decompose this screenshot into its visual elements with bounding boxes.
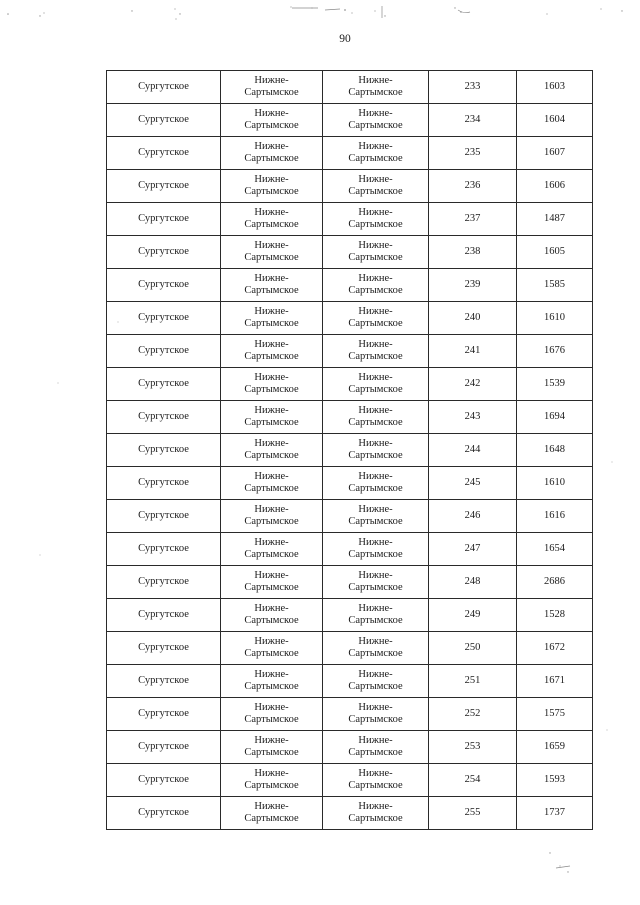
license-area-line-2: Сартымское [244, 186, 299, 197]
field-line-1: Нижне- [358, 504, 393, 515]
license-area-line-1: Нижне- [254, 438, 289, 449]
value-cell: 1607 [517, 137, 593, 170]
table-row [107, 698, 593, 731]
table-row [107, 302, 593, 335]
field-line-1: Нижне- [358, 273, 393, 284]
value-cell: 1610 [517, 302, 593, 335]
value-cell: 1610 [517, 467, 593, 500]
field-line-2: Сартымское [348, 318, 403, 329]
field-cell [323, 104, 429, 137]
field-cell [323, 533, 429, 566]
value-cell: 1676 [517, 335, 593, 368]
license-area-cell [221, 665, 323, 698]
table-row [107, 665, 593, 698]
license-area-cell [221, 203, 323, 236]
table-row [107, 170, 593, 203]
field-line-1: Нижне- [358, 669, 393, 680]
well-number-cell: 237 [429, 203, 517, 236]
field-line-1: Нижне- [358, 108, 393, 119]
license-area-line-2: Сартымское [244, 153, 299, 164]
field-cell [323, 71, 429, 104]
license-area-cell [221, 797, 323, 830]
license-area-line-1: Нижне- [254, 273, 289, 284]
field-cell [323, 797, 429, 830]
field-cell [323, 368, 429, 401]
deposit-cell: Сургутское [107, 599, 221, 632]
license-area-cell [221, 236, 323, 269]
well-number-cell: 242 [429, 368, 517, 401]
license-area-line-1: Нижне- [254, 636, 289, 647]
table-row [107, 467, 593, 500]
table-row [107, 566, 593, 599]
license-area-line-2: Сартымское [244, 120, 299, 131]
table-row [107, 797, 593, 830]
well-number-cell: 238 [429, 236, 517, 269]
table-row [107, 731, 593, 764]
field-line-2: Сартымское [348, 516, 403, 527]
license-area-line-1: Нижне- [254, 405, 289, 416]
field-line-2: Сартымское [348, 549, 403, 560]
table-row [107, 434, 593, 467]
value-cell: 1487 [517, 203, 593, 236]
field-line-1: Нижне- [358, 471, 393, 482]
well-number-cell: 253 [429, 731, 517, 764]
field-line-2: Сартымское [348, 780, 403, 791]
deposit-cell: Сургутское [107, 104, 221, 137]
table-row [107, 632, 593, 665]
license-area-line-1: Нижне- [254, 372, 289, 383]
field-line-1: Нижне- [358, 801, 393, 812]
license-area-cell [221, 302, 323, 335]
deposit-cell: Сургутское [107, 368, 221, 401]
field-line-2: Сартымское [348, 351, 403, 362]
value-cell: 1671 [517, 665, 593, 698]
value-cell: 1604 [517, 104, 593, 137]
license-area-cell [221, 764, 323, 797]
value-cell: 2686 [517, 566, 593, 599]
license-area-cell [221, 632, 323, 665]
field-line-1: Нижне- [358, 240, 393, 251]
field-line-2: Сартымское [348, 681, 403, 692]
table-row [107, 236, 593, 269]
license-area-cell [221, 533, 323, 566]
license-area-line-1: Нижне- [254, 768, 289, 779]
value-cell: 1694 [517, 401, 593, 434]
table-row [107, 533, 593, 566]
deposit-cell: Сургутское [107, 335, 221, 368]
value-cell: 1575 [517, 698, 593, 731]
field-line-1: Нижне- [358, 174, 393, 185]
license-area-line-1: Нижне- [254, 669, 289, 680]
license-area-line-1: Нижне- [254, 108, 289, 119]
field-line-2: Сартымское [348, 285, 403, 296]
well-number-cell: 241 [429, 335, 517, 368]
field-line-1: Нижне- [358, 702, 393, 713]
well-data-table [106, 70, 593, 830]
license-area-line-2: Сартымское [244, 219, 299, 230]
well-number-cell: 233 [429, 71, 517, 104]
license-area-cell [221, 599, 323, 632]
field-cell [323, 665, 429, 698]
well-number-cell: 240 [429, 302, 517, 335]
license-area-line-1: Нижне- [254, 75, 289, 86]
well-number-cell: 236 [429, 170, 517, 203]
field-line-2: Сартымское [348, 615, 403, 626]
license-area-line-2: Сартымское [244, 285, 299, 296]
license-area-line-1: Нижне- [254, 174, 289, 185]
license-area-line-1: Нижне- [254, 207, 289, 218]
license-area-line-1: Нижне- [254, 141, 289, 152]
field-line-2: Сартымское [348, 219, 403, 230]
well-number-cell: 244 [429, 434, 517, 467]
deposit-cell: Сургутское [107, 731, 221, 764]
license-area-cell [221, 434, 323, 467]
well-number-cell: 248 [429, 566, 517, 599]
table-row [107, 401, 593, 434]
license-area-line-2: Сартымское [244, 252, 299, 263]
deposit-cell: Сургутское [107, 236, 221, 269]
field-cell [323, 566, 429, 599]
value-cell: 1616 [517, 500, 593, 533]
well-number-cell: 246 [429, 500, 517, 533]
field-cell [323, 137, 429, 170]
license-area-line-2: Сартымское [244, 747, 299, 758]
field-cell [323, 203, 429, 236]
value-cell: 1654 [517, 533, 593, 566]
table-body [107, 71, 593, 830]
deposit-cell: Сургутское [107, 137, 221, 170]
well-number-cell: 250 [429, 632, 517, 665]
field-line-2: Сартымское [348, 747, 403, 758]
table-row [107, 500, 593, 533]
field-line-2: Сартымское [348, 87, 403, 98]
well-number-cell: 239 [429, 269, 517, 302]
field-line-1: Нижне- [358, 75, 393, 86]
field-cell [323, 335, 429, 368]
table-row [107, 104, 593, 137]
license-area-line-2: Сартымское [244, 87, 299, 98]
field-cell [323, 467, 429, 500]
deposit-cell: Сургутское [107, 401, 221, 434]
deposit-cell: Сургутское [107, 698, 221, 731]
value-cell: 1659 [517, 731, 593, 764]
field-cell [323, 170, 429, 203]
license-area-cell [221, 104, 323, 137]
field-line-1: Нижне- [358, 603, 393, 614]
field-line-1: Нижне- [358, 570, 393, 581]
deposit-cell: Сургутское [107, 764, 221, 797]
field-cell [323, 500, 429, 533]
field-line-2: Сартымское [348, 153, 403, 164]
license-area-cell [221, 698, 323, 731]
value-cell: 1528 [517, 599, 593, 632]
deposit-cell: Сургутское [107, 170, 221, 203]
license-area-cell [221, 269, 323, 302]
field-line-1: Нижне- [358, 438, 393, 449]
field-line-2: Сартымское [348, 648, 403, 659]
deposit-cell: Сургутское [107, 269, 221, 302]
license-area-line-1: Нижне- [254, 603, 289, 614]
well-number-cell: 254 [429, 764, 517, 797]
license-area-line-2: Сартымское [244, 318, 299, 329]
table-row [107, 764, 593, 797]
license-area-cell [221, 335, 323, 368]
license-area-cell [221, 71, 323, 104]
license-area-cell [221, 368, 323, 401]
well-number-cell: 234 [429, 104, 517, 137]
license-area-line-2: Сартымское [244, 714, 299, 725]
license-area-line-1: Нижне- [254, 702, 289, 713]
deposit-cell: Сургутское [107, 71, 221, 104]
license-area-line-2: Сартымское [244, 384, 299, 395]
field-line-2: Сартымское [348, 252, 403, 263]
field-cell [323, 236, 429, 269]
license-area-line-2: Сартымское [244, 681, 299, 692]
well-number-cell: 247 [429, 533, 517, 566]
license-area-cell [221, 401, 323, 434]
deposit-cell: Сургутское [107, 797, 221, 830]
license-area-line-2: Сартымское [244, 450, 299, 461]
well-number-cell: 243 [429, 401, 517, 434]
field-line-2: Сартымское [348, 120, 403, 131]
page-number: 90 [339, 33, 351, 45]
field-line-1: Нижне- [358, 339, 393, 350]
license-area-line-1: Нижне- [254, 801, 289, 812]
deposit-cell: Сургутское [107, 566, 221, 599]
well-number-cell: 245 [429, 467, 517, 500]
field-line-1: Нижне- [358, 207, 393, 218]
license-area-line-1: Нижне- [254, 339, 289, 350]
table-row [107, 203, 593, 236]
data-table-container [106, 70, 593, 830]
well-number-cell: 255 [429, 797, 517, 830]
field-cell [323, 302, 429, 335]
license-area-line-2: Сартымское [244, 417, 299, 428]
value-cell: 1539 [517, 368, 593, 401]
license-area-cell [221, 731, 323, 764]
well-number-cell: 249 [429, 599, 517, 632]
license-area-cell [221, 467, 323, 500]
field-cell [323, 764, 429, 797]
license-area-line-2: Сартымское [244, 351, 299, 362]
field-line-2: Сартымское [348, 186, 403, 197]
field-cell [323, 434, 429, 467]
license-area-cell [221, 137, 323, 170]
value-cell: 1648 [517, 434, 593, 467]
table-row [107, 368, 593, 401]
value-cell: 1606 [517, 170, 593, 203]
field-cell [323, 401, 429, 434]
field-line-2: Сартымское [348, 813, 403, 824]
license-area-line-1: Нижне- [254, 240, 289, 251]
license-area-line-1: Нижне- [254, 537, 289, 548]
deposit-cell: Сургутское [107, 302, 221, 335]
well-number-cell: 251 [429, 665, 517, 698]
license-area-line-1: Нижне- [254, 570, 289, 581]
table-row [107, 269, 593, 302]
field-line-1: Нижне- [358, 141, 393, 152]
deposit-cell: Сургутское [107, 533, 221, 566]
field-cell [323, 731, 429, 764]
license-area-line-1: Нижне- [254, 471, 289, 482]
license-area-line-2: Сартымское [244, 483, 299, 494]
license-area-line-1: Нижне- [254, 504, 289, 515]
value-cell: 1585 [517, 269, 593, 302]
table-row [107, 71, 593, 104]
license-area-line-2: Сартымское [244, 582, 299, 593]
value-cell: 1593 [517, 764, 593, 797]
license-area-line-2: Сартымское [244, 813, 299, 824]
deposit-cell: Сургутское [107, 434, 221, 467]
field-cell [323, 698, 429, 731]
value-cell: 1605 [517, 236, 593, 269]
field-line-1: Нижне- [358, 372, 393, 383]
value-cell: 1603 [517, 71, 593, 104]
table-row [107, 335, 593, 368]
deposit-cell: Сургутское [107, 500, 221, 533]
deposit-cell: Сургутское [107, 632, 221, 665]
deposit-cell: Сургутское [107, 203, 221, 236]
field-line-1: Нижне- [358, 768, 393, 779]
field-line-1: Нижне- [358, 405, 393, 416]
field-line-2: Сартымское [348, 417, 403, 428]
field-line-2: Сартымское [348, 384, 403, 395]
field-line-1: Нижне- [358, 735, 393, 746]
deposit-cell: Сургутское [107, 467, 221, 500]
well-number-cell: 235 [429, 137, 517, 170]
license-area-line-1: Нижне- [254, 735, 289, 746]
field-line-2: Сартымское [348, 582, 403, 593]
license-area-line-1: Нижне- [254, 306, 289, 317]
table-row [107, 137, 593, 170]
table-row [107, 599, 593, 632]
deposit-cell: Сургутское [107, 665, 221, 698]
field-line-2: Сартымское [348, 483, 403, 494]
license-area-line-2: Сартымское [244, 648, 299, 659]
license-area-line-2: Сартымское [244, 549, 299, 560]
field-cell [323, 269, 429, 302]
field-line-2: Сартымское [348, 450, 403, 461]
field-cell [323, 599, 429, 632]
field-line-1: Нижне- [358, 537, 393, 548]
field-cell [323, 632, 429, 665]
license-area-line-2: Сартымское [244, 780, 299, 791]
license-area-line-2: Сартымское [244, 615, 299, 626]
well-number-cell: 252 [429, 698, 517, 731]
field-line-1: Нижне- [358, 636, 393, 647]
field-line-2: Сартымское [348, 714, 403, 725]
license-area-cell [221, 566, 323, 599]
field-line-1: Нижне- [358, 306, 393, 317]
license-area-cell [221, 170, 323, 203]
license-area-line-2: Сартымское [244, 516, 299, 527]
license-area-cell [221, 500, 323, 533]
value-cell: 1737 [517, 797, 593, 830]
value-cell: 1672 [517, 632, 593, 665]
